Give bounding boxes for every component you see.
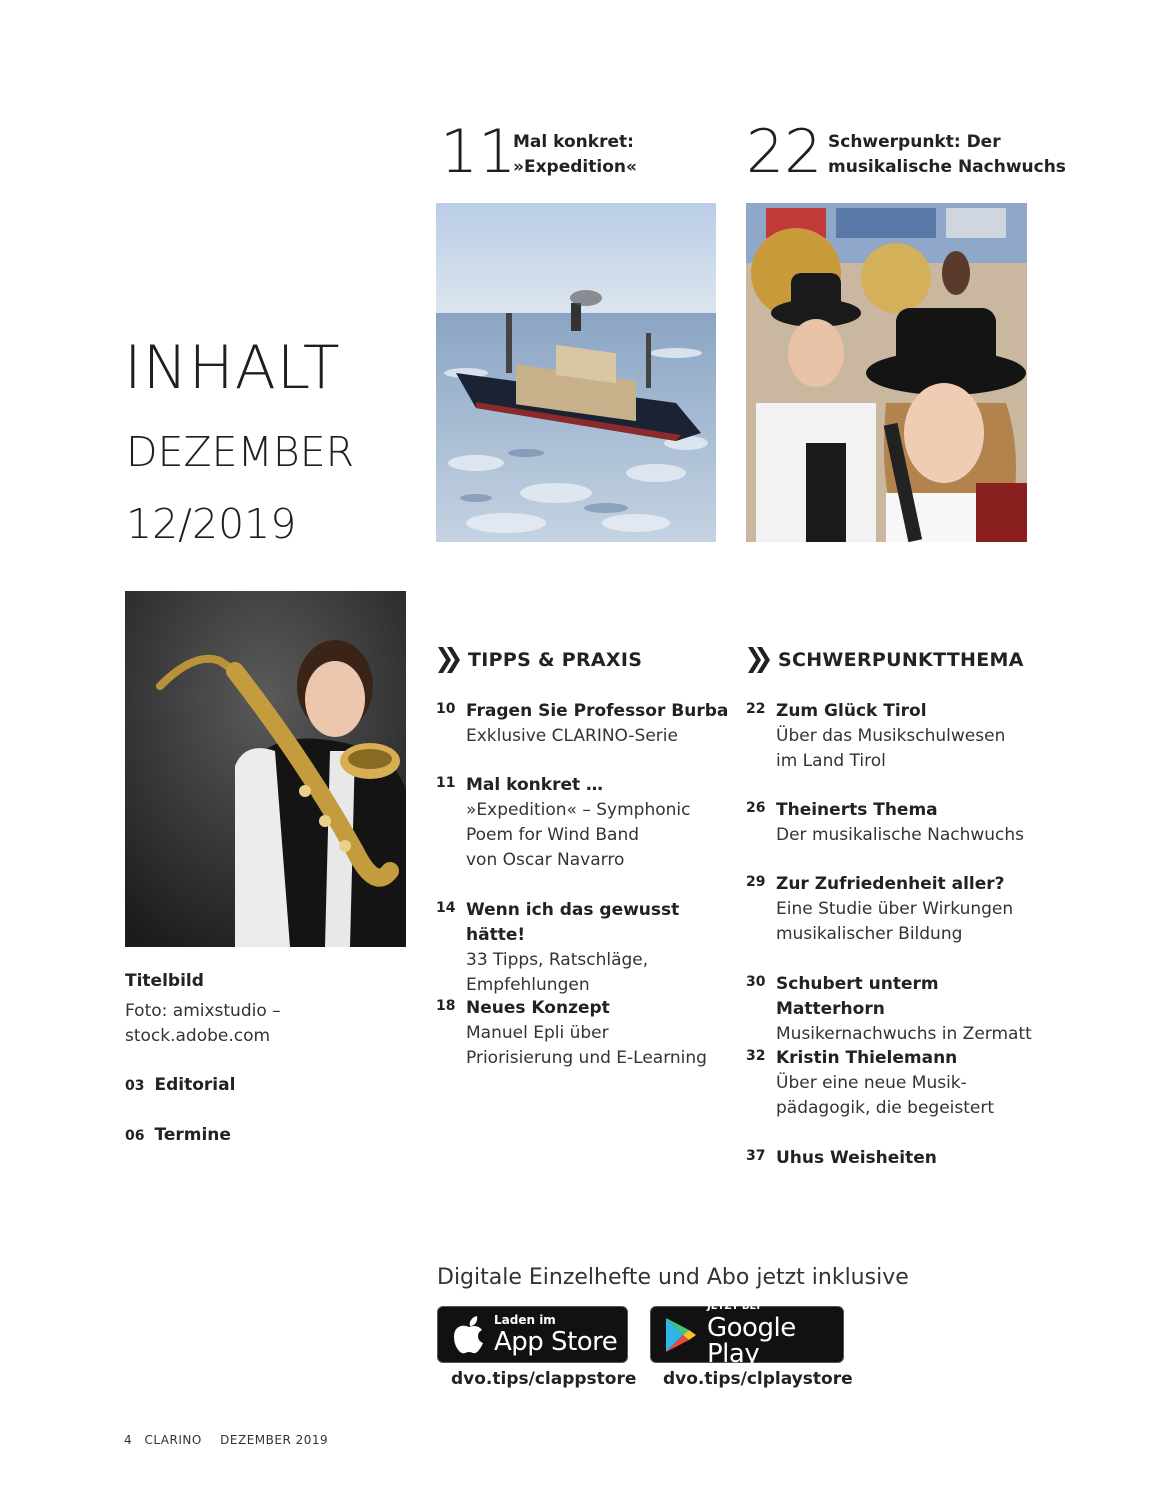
toc-title: Schubert unterm Matterhorn [776, 974, 939, 1019]
google-play-badge[interactable] [650, 1301, 844, 1369]
toc-description: »Expedition« – Symphonic Poem for Wind Band von Oscar Navarro [466, 800, 691, 870]
toc-description: Musikernachwuchs in Zermatt [776, 1024, 1032, 1044]
toc-entry-editorial[interactable] [125, 1075, 235, 1095]
toc-page-number: 26 [746, 800, 766, 816]
marching-band-photo[interactable] [746, 203, 1027, 542]
page-footer [124, 1433, 336, 1447]
toc-description: Eine Studie über Wirkungen musikalischer Bildung [776, 899, 1014, 944]
icebreaker-photo[interactable] [436, 203, 716, 542]
app-store-label: App Store [494, 1327, 618, 1357]
toc-page-number: 18 [436, 998, 456, 1014]
toc-entry[interactable] [436, 773, 736, 873]
toc-entry-termine[interactable] [125, 1125, 231, 1145]
toc-entry[interactable] [746, 872, 1046, 947]
toc-page-number: 03 [125, 1078, 145, 1094]
toc-entry[interactable] [746, 798, 1046, 848]
toc-page-number: 32 [746, 1048, 766, 1064]
toc-title: Termine [154, 1125, 231, 1145]
toc-entry[interactable] [436, 996, 736, 1071]
cover-caption-label: Titelbild [125, 971, 204, 991]
issue-number: 12/2019 [126, 500, 297, 548]
cover-photo[interactable] [125, 591, 406, 947]
toc-page-number: 29 [746, 874, 766, 890]
toc-entry[interactable] [436, 898, 736, 998]
section-heading-text: SCHWERPUNKTTHEMA [778, 649, 1024, 671]
section-heading-text: TIPPS & PRAXIS [468, 649, 643, 671]
toc-title: Zum Glück Tirol [776, 701, 927, 721]
toc-entry[interactable] [746, 1046, 1046, 1121]
toc-title: Mal konkret … [466, 775, 604, 795]
google-play-icon [663, 1316, 697, 1354]
feature-title[interactable]: Mal konkret: »Expedition« [513, 132, 637, 177]
page-title: INHALT [124, 333, 341, 403]
toc-entry[interactable] [746, 699, 1046, 774]
app-store-badge[interactable] [437, 1306, 628, 1363]
footer-date: DEZEMBER 2019 [220, 1433, 329, 1447]
double-chevron-icon [436, 645, 462, 675]
toc-page-number: 11 [436, 775, 456, 791]
footer-magazine: CLARINO [144, 1433, 202, 1447]
toc-title: Zur Zufriedenheit aller? [776, 874, 1005, 894]
issue-month: DEZEMBER [126, 428, 355, 476]
feature-page-number: 22 [746, 117, 823, 187]
toc-title: Kristin Thielemann [776, 1048, 958, 1068]
feature-title[interactable]: Schwerpunkt: Der musikalische Nachwuchs [828, 132, 1066, 177]
section-heading-schwerpunkt [746, 645, 1024, 675]
footer-page-number: 4 [124, 1433, 133, 1447]
toc-entry[interactable] [746, 1146, 1046, 1171]
toc-page-number: 06 [125, 1128, 145, 1144]
google-play-label: Google Play [707, 1313, 796, 1369]
section-heading-tipps [436, 645, 642, 675]
toc-description: Der musikalische Nachwuchs [776, 825, 1025, 845]
toc-title: Fragen Sie Professor Burba [466, 701, 729, 721]
toc-description: Manuel Epli über Priorisierung und E-Learning [466, 1023, 707, 1068]
toc-title: Uhus Weisheiten [776, 1148, 937, 1168]
toc-title: Neues Konzept [466, 998, 610, 1018]
toc-title: Editorial [154, 1075, 236, 1095]
toc-page-number: 22 [746, 701, 766, 717]
toc-description: Über eine neue Musik- pädagogik, die begeistert [776, 1073, 995, 1118]
double-chevron-icon [746, 645, 772, 675]
google-play-small-label: JETZT BEI [707, 1301, 761, 1312]
app-store-small-label: Laden im [494, 1313, 556, 1327]
toc-page-number: 14 [436, 900, 456, 916]
toc-page-number: 37 [746, 1148, 766, 1164]
feature-page-number: 11 [440, 117, 517, 187]
toc-description: Exklusive CLARINO-Serie [466, 726, 678, 746]
promo-text: Digitale Einzelhefte und Abo jetzt inklusive [437, 1265, 909, 1290]
google-play-link[interactable]: dvo.tips/clplaystore [663, 1369, 853, 1389]
toc-description: Über das Musikschulwesen im Land Tirol [776, 726, 1006, 771]
cover-photo-credit: Foto: amixstudio – stock.adobe.com [125, 1001, 281, 1046]
toc-entry[interactable] [746, 972, 1046, 1047]
toc-page-number: 30 [746, 974, 766, 990]
toc-title: Wenn ich das gewusst hätte! [466, 900, 680, 945]
toc-page-number: 10 [436, 701, 456, 717]
toc-title: Theinerts Thema [776, 800, 938, 820]
toc-entry[interactable] [436, 699, 736, 749]
toc-description: 33 Tipps, Ratschläge, Empfehlungen [466, 950, 649, 995]
app-store-link[interactable]: dvo.tips/clappstore [451, 1369, 637, 1389]
apple-icon [452, 1316, 486, 1354]
